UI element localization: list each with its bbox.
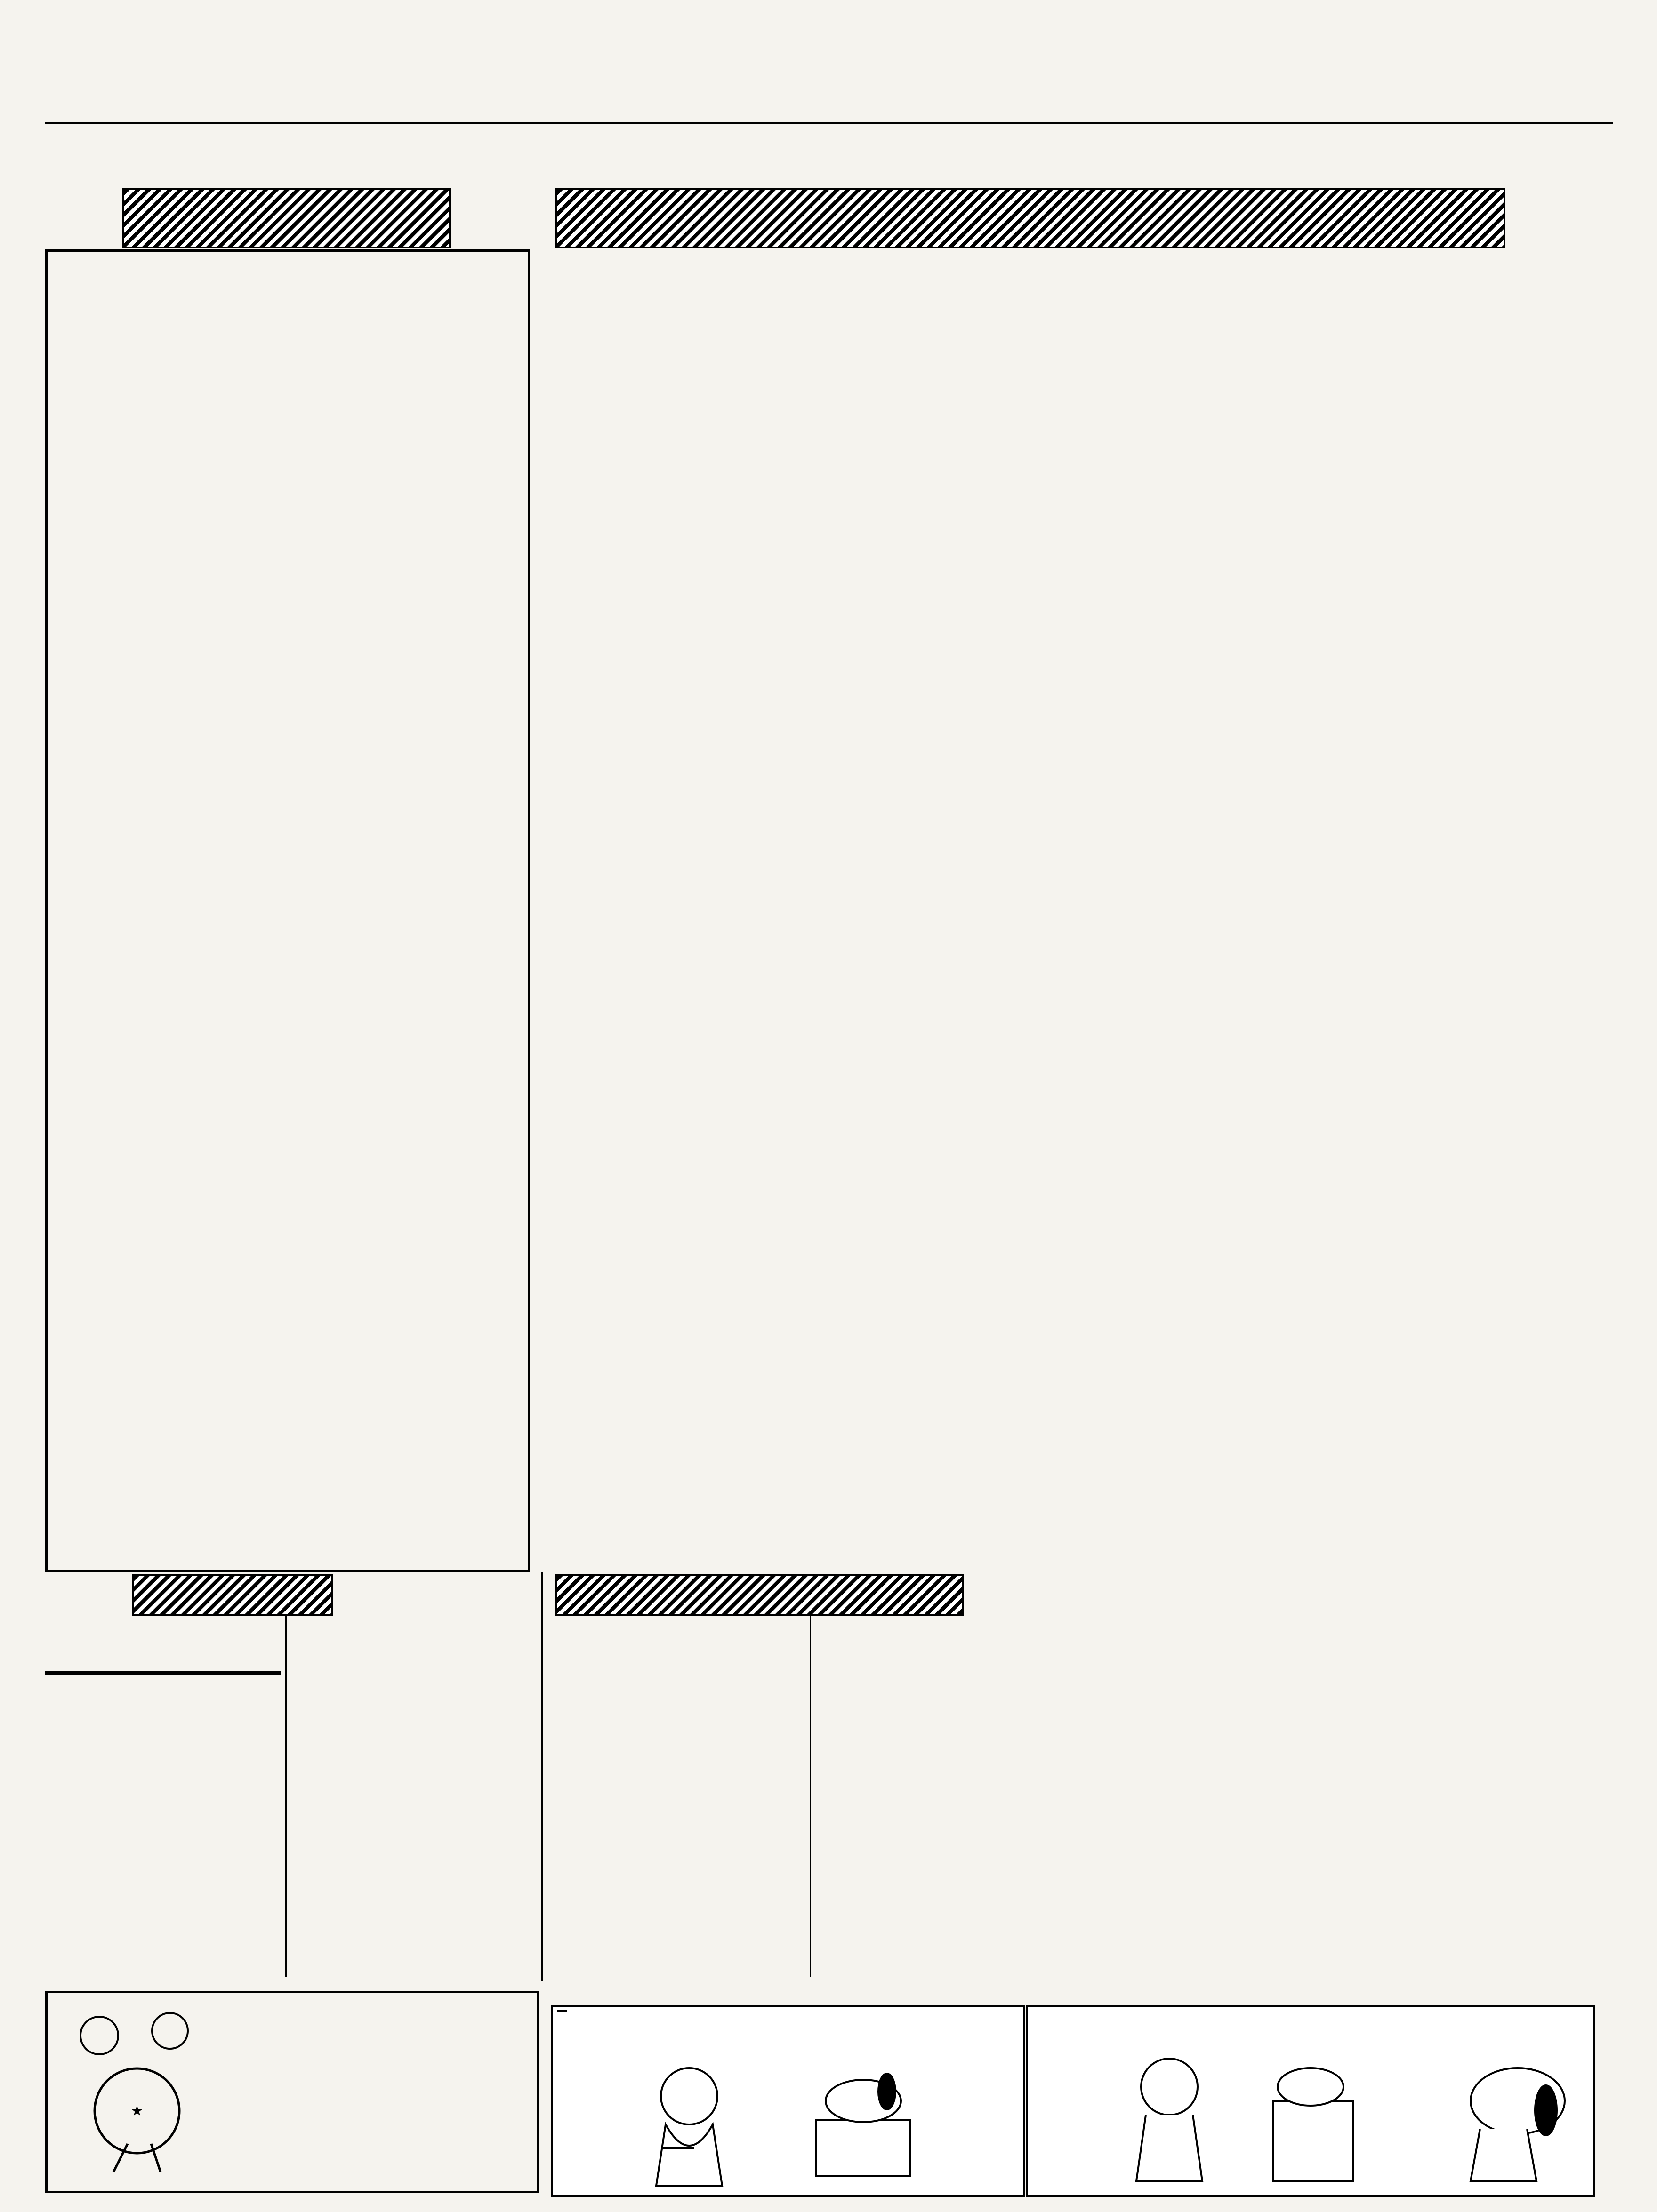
teatros-col-3 xyxy=(551,1614,805,1981)
fungaga-children-illustration xyxy=(57,2003,212,2181)
svg-text:★: ★ xyxy=(130,2103,144,2119)
farmacias-banner xyxy=(122,188,451,248)
teatros-divider-1 xyxy=(285,1614,287,1977)
fungaga-ad xyxy=(45,1991,539,2193)
farmacias-col-1 xyxy=(55,282,281,1563)
masthead xyxy=(0,0,1657,136)
comic-panel-1-drawing xyxy=(553,2007,1023,2195)
comic-panel-1 xyxy=(551,2005,1025,2197)
teatros-col-2 xyxy=(292,1610,537,1981)
teatros-col-1 xyxy=(45,1614,281,1981)
comic-panel-2 xyxy=(1026,2005,1595,2197)
cartaz-banner xyxy=(555,188,1505,248)
main-divider-bottom xyxy=(541,1572,543,1981)
teatros-divider-3 xyxy=(810,1614,811,1977)
farmacias-col-2 xyxy=(295,282,521,1563)
masthead-rule xyxy=(45,122,1613,124)
comic-panel-2-drawing xyxy=(1028,2007,1593,2195)
teatros-col-4 xyxy=(817,1567,1052,1981)
comic-title xyxy=(557,2010,567,2012)
outros-cinemas-box-title xyxy=(45,1671,281,1675)
